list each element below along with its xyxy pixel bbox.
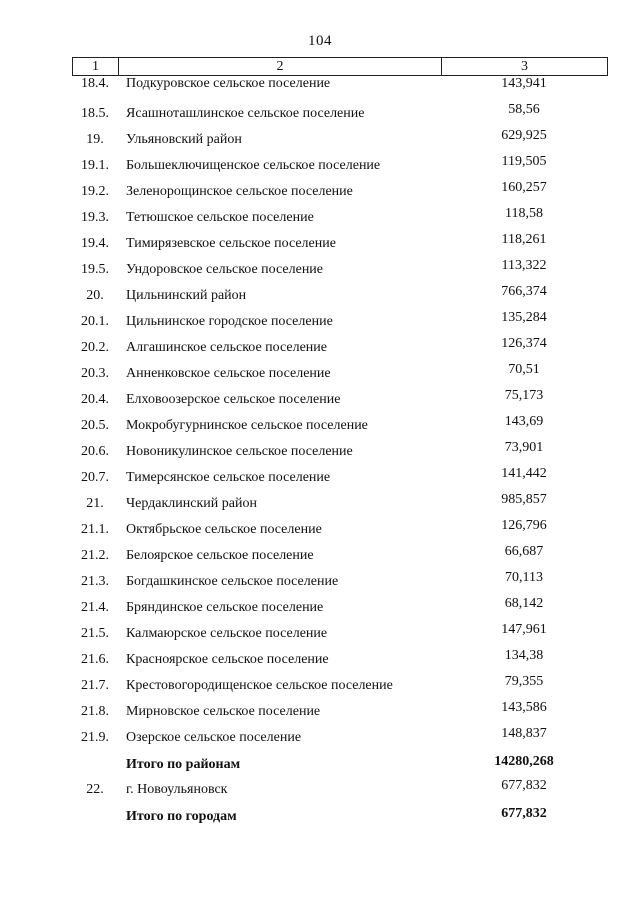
row-number: 20.7.: [81, 470, 109, 485]
row-value: 68,142: [504, 596, 544, 611]
row-value: 118,261: [501, 232, 547, 247]
row-number: 21.6.: [81, 652, 109, 667]
row-name: Тетюшское сельское поселение: [126, 210, 314, 225]
row-name: Чердаклинский район: [126, 496, 257, 511]
row-value: 143,941: [501, 76, 547, 91]
row-number: 20.5.: [81, 418, 109, 433]
row-value: 126,374: [501, 336, 547, 351]
row-name: Анненковское сельское поселение: [126, 366, 331, 381]
table-row: [0, 700, 640, 726]
row-name: Ульяновский район: [126, 132, 242, 147]
row-number: 19.2.: [81, 184, 109, 199]
row-value: 135,284: [501, 310, 547, 325]
table-row: [0, 570, 640, 596]
row-name: Ундоровское сельское поселение: [126, 262, 324, 277]
row-value: 677,832: [501, 806, 547, 821]
page-number: 104: [308, 33, 332, 49]
row-value: 118,58: [505, 206, 543, 221]
table-row: [0, 492, 640, 518]
row-name: Итого по городам: [126, 809, 237, 824]
row-number: 21.4.: [81, 600, 109, 615]
row-number: 21.9.: [81, 730, 109, 745]
row-value: 766,374: [501, 284, 547, 299]
row-number: 21.2.: [81, 548, 109, 563]
row-name: Ясашноташлинское сельское поселение: [126, 106, 365, 121]
row-name: Новоникулинское сельское поселение: [126, 444, 353, 459]
row-value: 113,322: [501, 258, 547, 273]
row-name: Зеленорощинское сельское поселение: [126, 184, 353, 199]
row-name: Октябрьское сельское поселение: [126, 522, 322, 537]
row-name: г. Новоульяновск: [126, 782, 228, 797]
row-value: 147,961: [501, 622, 547, 637]
table-row: [0, 518, 640, 544]
table-row: [0, 336, 640, 362]
row-name: Алгашинское сельское поселение: [126, 340, 328, 355]
row-value: 66,687: [504, 544, 544, 559]
row-number: 18.5.: [81, 106, 109, 121]
row-value: 148,837: [501, 726, 547, 741]
row-number: 20.4.: [81, 392, 109, 407]
row-value: 70,113: [505, 570, 543, 585]
table-row: [0, 622, 640, 648]
header-col-1: 1: [73, 58, 119, 75]
table-row: [0, 544, 640, 570]
row-value: 143,586: [501, 700, 547, 715]
row-number: 19.3.: [81, 210, 109, 225]
row-name: Тимирязевское сельское поселение: [126, 236, 336, 251]
row-value: 134,38: [504, 648, 544, 663]
row-value: 58,56: [508, 102, 540, 117]
row-value: 985,857: [501, 492, 547, 507]
table-row: [0, 284, 640, 310]
row-value: 677,832: [501, 778, 547, 793]
row-name: Цильнинский район: [126, 288, 247, 303]
row-number: 19.1.: [81, 158, 109, 173]
row-number: 18.4.: [81, 76, 109, 91]
row-value: 126,796: [501, 518, 547, 533]
table-row: [0, 648, 640, 674]
row-number: 20.2.: [81, 340, 109, 355]
table-row: [0, 362, 640, 388]
row-number: 21.3.: [81, 574, 109, 589]
row-name: Мокробугурнинское сельское поселение: [126, 418, 368, 433]
total-row: [0, 752, 640, 778]
row-number: 21.1.: [81, 522, 109, 537]
row-number: 20.1.: [81, 314, 109, 329]
table-row: [0, 466, 640, 492]
table-row: [0, 102, 640, 128]
table-row: [0, 440, 640, 466]
row-number: 19.: [86, 132, 104, 147]
table-row: [0, 128, 640, 154]
row-number: 21.7.: [81, 678, 109, 693]
row-name: Большеключищенское сельское поселение: [126, 158, 381, 173]
table-row: [0, 414, 640, 440]
row-value: 73,901: [504, 440, 544, 455]
row-name: Бряндинское сельское поселение: [126, 600, 324, 615]
row-number: 21.8.: [81, 704, 109, 719]
row-name: Озерское сельское поселение: [126, 730, 302, 745]
total-row: [0, 804, 640, 830]
table-row: [0, 232, 640, 258]
row-name: Итого по районам: [126, 757, 241, 772]
header-col-3: 3: [521, 58, 528, 74]
row-value: 143,69: [504, 414, 544, 429]
table-row: [0, 154, 640, 180]
row-name: Красноярское сельское поселение: [126, 652, 329, 667]
table-row: [0, 388, 640, 414]
table-row: [0, 76, 640, 102]
row-number: 21.5.: [81, 626, 109, 641]
row-number: 20.6.: [81, 444, 109, 459]
row-number: 20.: [86, 288, 104, 303]
header-col-2: 2: [119, 58, 442, 75]
row-name: Мирновское сельское поселение: [126, 704, 321, 719]
table-row: [0, 778, 640, 804]
row-name: Богдашкинское сельское поселение: [126, 574, 339, 589]
row-number: 20.3.: [81, 366, 109, 381]
row-value: 160,257: [501, 180, 547, 195]
row-value: 79,355: [504, 674, 544, 689]
row-value: 629,925: [501, 128, 547, 143]
row-value: 119,505: [501, 154, 547, 169]
row-name: Цильнинское городское поселение: [126, 314, 333, 329]
table-row: [0, 674, 640, 700]
row-name: Елховоозерское сельское поселение: [126, 392, 341, 407]
row-value: 14280,268: [494, 754, 554, 769]
row-value: 75,173: [504, 388, 544, 403]
table-header: [72, 57, 608, 76]
row-number: 19.5.: [81, 262, 109, 277]
row-name: Крестовогородищенское сельское поселение: [126, 678, 393, 693]
table-row: [0, 206, 640, 232]
row-number: 19.4.: [81, 236, 109, 251]
row-name: Калмаюрское сельское поселение: [126, 626, 328, 641]
table-row: [0, 258, 640, 284]
row-name: Подкуровское сельское поселение: [126, 76, 331, 91]
table-row: [0, 726, 640, 752]
table-row: [0, 310, 640, 336]
row-name: Белоярское сельское поселение: [126, 548, 314, 563]
row-number: 21.: [86, 496, 104, 511]
row-name: Тимерсянское сельское поселение: [126, 470, 331, 485]
table-row: [0, 180, 640, 206]
table-row: [0, 596, 640, 622]
row-value: 141,442: [501, 466, 547, 481]
table-body: [0, 76, 640, 830]
row-number: 22.: [86, 782, 104, 797]
row-value: 70,51: [508, 362, 540, 377]
